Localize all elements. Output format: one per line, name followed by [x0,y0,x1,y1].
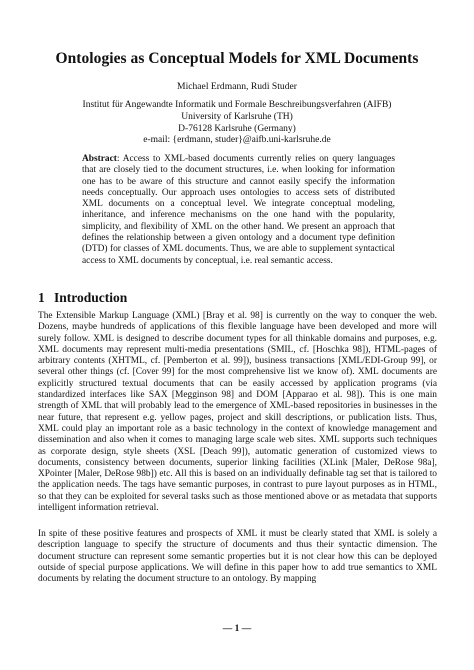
page-number: — 1 — [222,624,252,634]
abstract-label: Abstract [82,154,117,164]
affiliation-university: University of Karlsruhe (TH) [181,111,293,122]
section-title: Introduction [54,290,128,305]
section-heading [38,290,127,306]
affiliation-block [0,100,474,147]
section-number: 1 [38,290,45,305]
affiliation-email: e-mail: {erdmann, studer}@aifb.uni-karlsruhe.de [143,135,331,146]
paper-authors: Michael Erdmann, Rudi Studer [177,81,297,92]
affiliation-institute: Institut für Angewandte Informatik und Formale Beschreibungsverfahren (AIFB) [82,100,392,110]
paper-title: Ontologies as Conceptual Models for XML Documents [55,50,419,67]
affiliation-address: D-76128 Karlsruhe (Germany) [178,123,296,134]
abstract [82,154,395,267]
body-paragraph-2: In spite of these positive features and prospects of XML it must be clearly stated that XML is solely a description language to specify the structure of documents and thus their syntactic dimension. The document structure can represent some semantic properties but it is not clear how this can be deployed outside of special purpose applications. We will define in this paper how to add true semantics to XML documents by relating the document structure to an ontology. By mapping [38,529,437,585]
abstract-text: : Access to XML-based documents currently relies on query languages that are closely tied to the document structures, i.e. when looking for information one has to be aware of this structure and cannot easily specify the information needs conceptually. Our approach uses ontologies to access sets of distributed XML documents on a conceptual level. We integrate conceptual modeling, inheritance, and inference mechanisms on the one hand with the popularity, simplicity, and flexibility of XML on the other hand. We present an approach that defines the relationship between a given ontology and a document type definition (DTD) for classes of XML documents. Thus, we are able to supplement syntactical access to XML documents by conceptual, i.e. real semantic access. [82,154,395,266]
body-paragraph-1: The Extensible Markup Language (XML) [Bray et al. 98] is currently on the way to conquer the web. Dozens, maybe hundreds of applications of this flexible language have been developed and more will surely follow. XML is designed to describe document types for all thinkable domains and purposes, e.g. XML documents may represent multi-media presentations (SMIL, cf. [Hoschka 98]), HTML-pages of arbitrary contents (XHTML, cf. [Pemberton et al. 99]), business transactions [XML/EDI-Group 99], or several other things (cf. [Cover 99] for the most comprehensive list we know of). XML documents are explicitly structured textual documents that can be easily accessed by application programs (via standardized interfaces like SAX [Megginson 98] and DOM [Apparao et al. 98]). This is one main strength of XML that will probably lead to the emergence of XML-based repositories in businesses in the near future, that represent e.g. yellow pages, project and skill descriptions, or publication lists. Thus, XML could play an important role as a basic technology in the context of knowledge management and dissemination and also when it comes to managing large scale web sites. XML supports such techniques as corporate design, style sheets (XSL [Deach 99]), automatic generation of customized views to documents, consistency between documents, superior linking facilities (XLink [Maler, DeRose 98a], XPointer [Maler, DeRose 98b]) etc. All this is based on an individually definable tag set that is tailored to the application needs. The tags have semantic purposes, in contrast to pure layout purposes as in HTML, so that they can be exploited for several tasks such as those mentioned above or as metadata that supports intelligent information retrieval. [38,311,437,514]
